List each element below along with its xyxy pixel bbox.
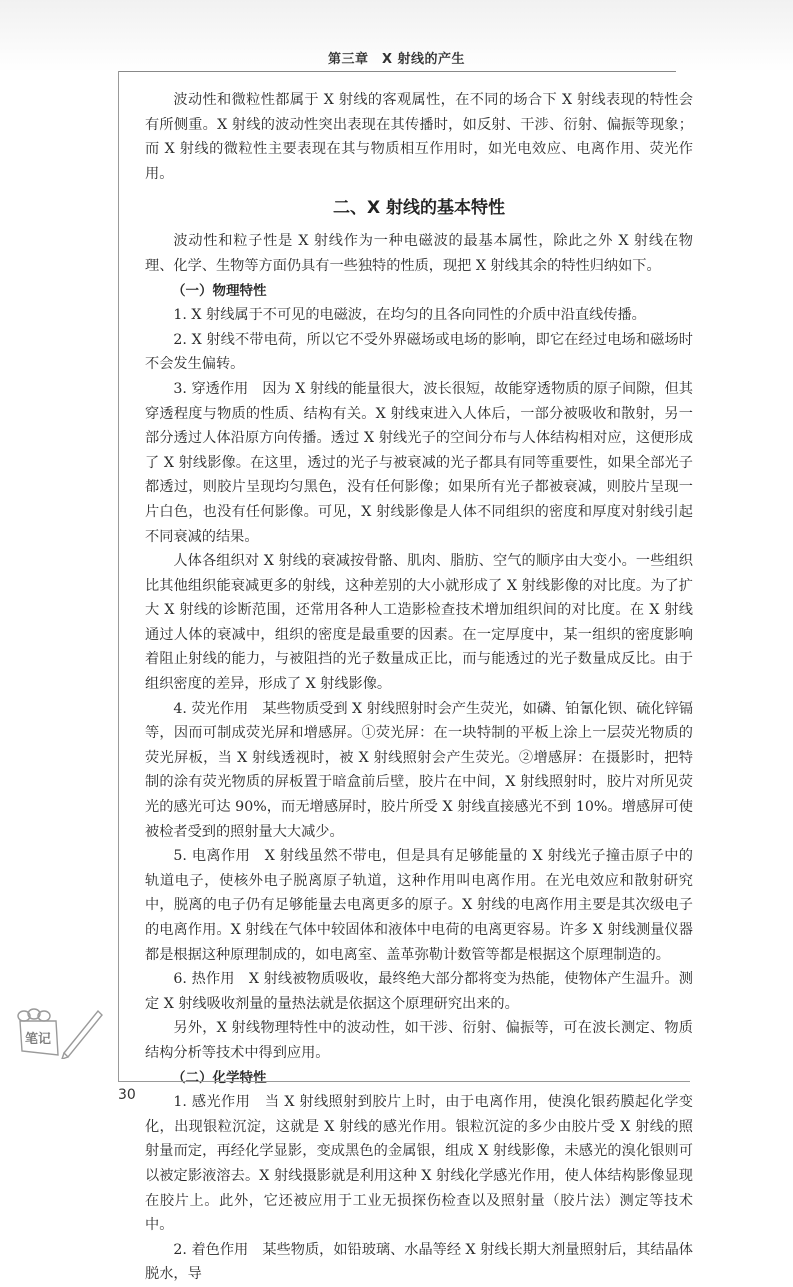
section-lead: 波动性和粒子性是 X 射线作为一种电磁波的最基本属性，除此之外 X 射线在物理、化学、生物等方面仍具有一些独特的性质，现把 X 射线其余的特性归纳如下。 xyxy=(145,233,693,274)
physical-heading: （一）物理特性 xyxy=(172,282,267,299)
physical-paragraph: 3. 穿透作用 因为 X 射线的能量很大，波长很短，故能穿透物质的原子间隙，但其穿透程度与物质的性质、结构有关。X 射线束进入人体后，一部分被吸收和散射，另一部分透过人体沿原方向传播。透过 X 射线光子的空间分布与人体结构相对应，这便形成了 X 射线影像。在这里，透过的光子与被衰减的光子都具有同等重要性，如果全部光子都透过，则胶片呈现均匀黑色，没有任何影像；如果所有光子都被衰减，则胶片呈现一片白色，也没有任何影像。可见，X 射线影像是人体不同组织的密度和厚度对射线引起不同衰减的结果。 xyxy=(145,380,693,545)
physical-paragraph: 人体各组织对 X 射线的衰减按骨骼、肌肉、脂肪、空气的顺序由大变小。一些组织比其他组织能衰减更多的射线，这种差别的大小就形成了 X 射线影像的对比度。为了扩大 X 射线的诊断范围，还常用各种人工造影检查技术增加组织间的对比度。在 X 射线通过人体的衰减中，组织的密度是最重要的因素。在一定厚度中，某一组织的密度影响着阻止射线的能力，与被阻挡的光子数量成正比，而与能透过的光子数量成反比。由于组织密度的差异，形成了 X 射线影像。 xyxy=(145,553,693,693)
chemical-paragraph: 2. 着色作用 某些物质，如铅玻璃、水晶等经 X 射线长期大剂量照射后，其结晶体脱水，导 xyxy=(145,1241,693,1283)
physical-paragraph: 5. 电离作用 X 射线虽然不带电，但是具有足够能量的 X 射线光子撞击原子中的轨道电子，使核外电子脱离原子轨道，这种作用叫电离作用。在光电效应和散射研究中，脱离的电子仍有足够能量去电离更多的原子。X 射线的电离作用主要是其次级电子的电离作用。X 射线在气体中较固体和液体中电荷的电离更容易。许多 X 射线测量仪器都是根据这种原理制成的，如电离室、盖革弥勒计数管等都是根据这个原理制造的。 xyxy=(145,848,693,963)
physical-paragraph: 2. X 射线不带电荷，所以它不受外界磁场或电场的影响，即它在经过电场和磁场时不会发生偏转。 xyxy=(145,331,693,373)
intro-paragraph: 波动性和微粒性都属于 X 射线的客观属性，在不同的场合下 X 射线表现的特性会有所侧重。X 射线的波动性突出表现在其传播时，如反射、干涉、衍射、偏振等现象；而 X 射线的微粒性主要表现在其与物质相互作用时，如光电效应、电离作用、荧光作用。 xyxy=(145,92,693,182)
running-header xyxy=(0,48,793,67)
chemical-paragraph: 1. 感光作用 当 X 射线照射到胶片上时，由于电离作用，使溴化银药膜起化学变化，出现银粒沉淀，这就是 X 射线的感光作用。银粒沉淀的多少由胶片受 X 射线的照射量而定，再经化学显影，变成黑色的金属银，组成 X 射线影像，未感光的溴化银则可以被定影液溶去。X 射线摄影就是利用这种 X 射线化学感光作用，使人体结构影像显现在胶片上。此外，它还被应用于工业无损探伤检查以及照射量（胶片法）测定等技术中。 xyxy=(145,1094,693,1234)
physical-paragraph: 1. X 射线属于不可见的电磁波，在均匀的且各向同性的介质中沿直线传播。 xyxy=(173,307,646,324)
page-body xyxy=(145,88,693,1287)
physical-paragraph: 6. 热作用 X 射线被物质吸收，最终绝大部分都将变为热能，使物体产生温升。测定 X 射线吸收剂量的量热法就是依据这个原理研究出来的。 xyxy=(145,971,693,1012)
section-heading: 二、X 射线的基本特性 xyxy=(332,198,506,219)
footer-rule xyxy=(118,1081,690,1082)
chemical-heading: （二）化学特性 xyxy=(172,1069,267,1086)
physical-paragraph: 4. 荧光作用 某些物质受到 X 射线照射时会产生荧光，如磷、铂氰化钡、硫化锌镉等，因而可制成荧光屏和增感屏。①荧光屏：在一块特制的平板上涂上一层荧光物质的荧光屏板，当 X 射线透视时，被 X 射线照射会产生荧光。②增感屏：在摄影时，把特制的涂有荧光物质的屏板置于暗盒前后壁，胶片在中间，X 射线照射时，胶片对所见荧光的感光可达 90%，而无增感屏时，胶片所受 X 射线直接感光不到 10%。增感屏可使被检者受到的照射量大大减少。 xyxy=(145,700,693,840)
physical-paragraph: 另外，X 射线物理特性中的波动性，如干涉、衍射、偏振等，可在波长测定、物质结构分析等技术中得到应用。 xyxy=(145,1020,693,1061)
notes-pen-icon xyxy=(14,1003,104,1059)
page-number: 30 xyxy=(118,1087,136,1103)
margin-rule xyxy=(118,71,119,1081)
header-chapter: 第三章 xyxy=(327,52,369,67)
header-rule xyxy=(118,71,676,72)
note-badge-label: 笔记 xyxy=(24,1032,52,1047)
header-title: X 射线的产生 xyxy=(381,52,466,67)
